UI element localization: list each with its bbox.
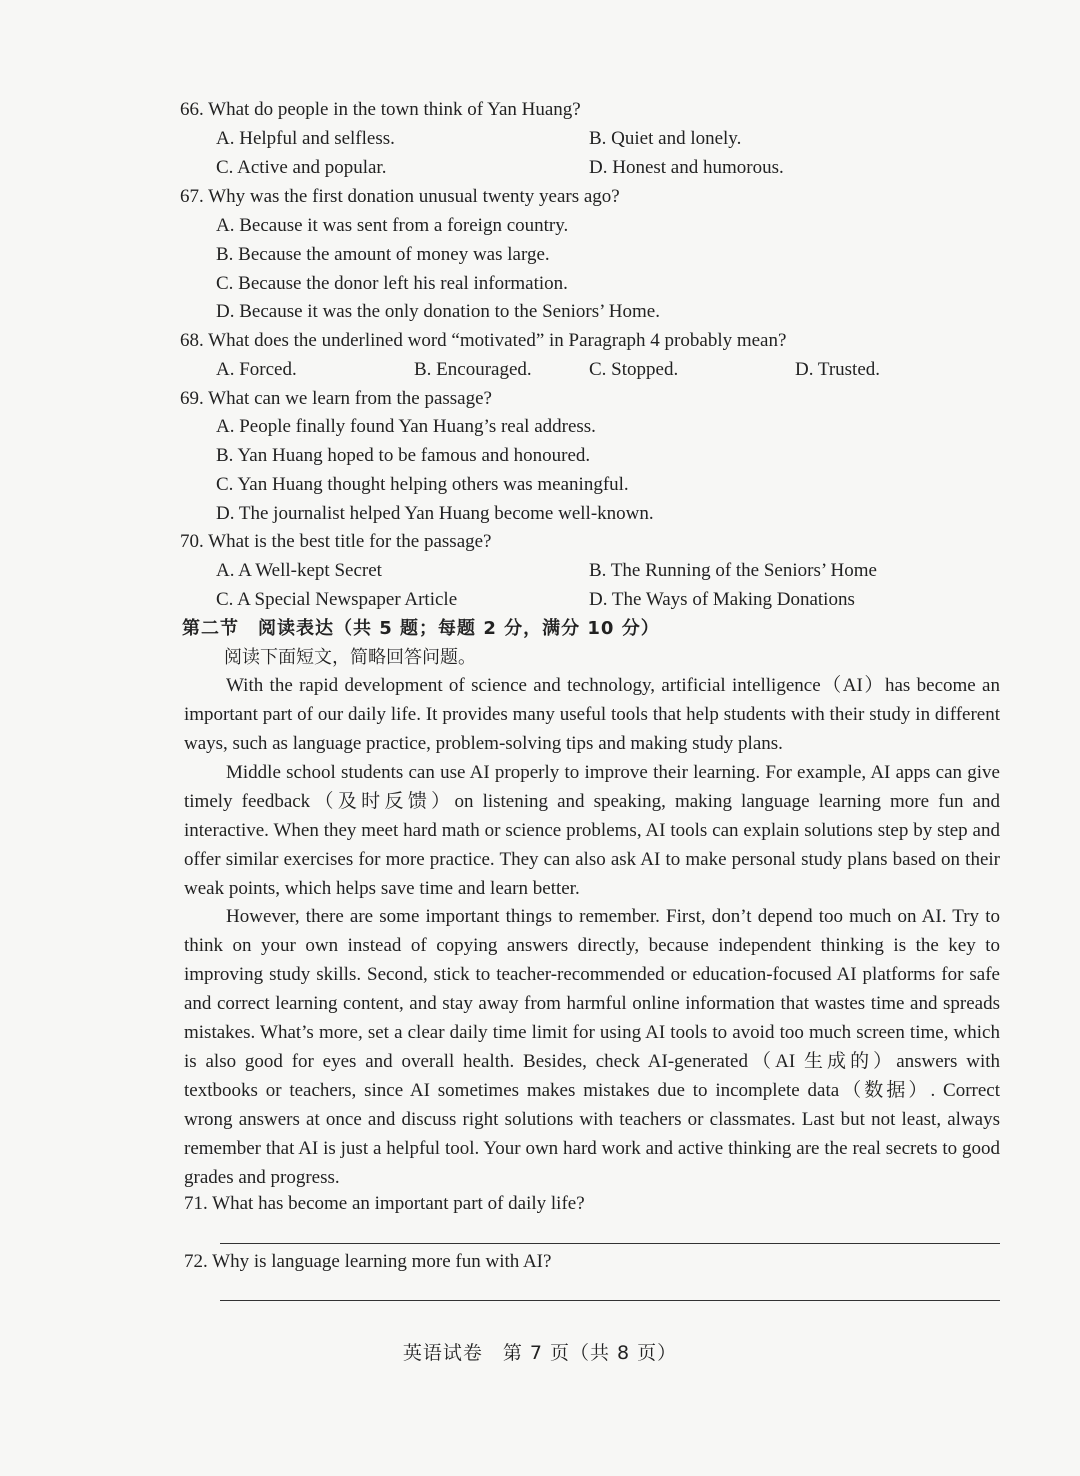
question-number: 69.: [180, 388, 204, 409]
option-70-d: D. The Ways of Making Donations: [589, 589, 855, 610]
section-heading: 第二节 阅读表达（共 5 题；每题 2 分，满分 10 分）: [182, 618, 660, 639]
option-66-d: D. Honest and humorous.: [589, 157, 784, 178]
option-67-a: A. Because it was sent from a foreign country.: [216, 215, 569, 236]
option-68-a: A. Forced.: [216, 359, 297, 380]
option-68-c: C. Stopped.: [589, 359, 679, 380]
question-number: 70.: [180, 531, 204, 552]
question-number: 67.: [180, 186, 204, 207]
question-text: What has become an important part of daily life?: [212, 1193, 585, 1214]
option-66-b: B. Quiet and lonely.: [589, 128, 742, 149]
option-69-c: C. Yan Huang thought helping others was meaningful.: [216, 474, 629, 495]
option-66-a: A. Helpful and selfless.: [216, 128, 395, 149]
question-text: What can we learn from the passage?: [208, 388, 492, 409]
question-number: 71.: [184, 1193, 208, 1214]
section-instruction: 阅读下面短文，简略回答问题。: [224, 647, 476, 668]
question-66: [180, 96, 581, 124]
question-text: What do people in the town think of Yan Huang?: [208, 99, 581, 120]
option-68-d: D. Trusted.: [795, 359, 880, 380]
passage-paragraph-2: Middle school students can use AI properly to improve their learning. For example, AI apps can give timely feedback（及时反馈）on listening and speaking, making language learning more fun and interactive. When they meet hard math or science problems, AI tools can explain solutions step by step and offer similar exercises for more practice. They can also ask AI to make personal study plans based on their weak points, which helps save time and learn better.: [184, 762, 1000, 899]
option-70-a: A. A Well-kept Secret: [216, 560, 382, 581]
option-67-c: C. Because the donor left his real information.: [216, 273, 568, 294]
question-text: Why was the first donation unusual twenty years ago?: [208, 186, 620, 207]
option-69-b: B. Yan Huang hoped to be famous and honoured.: [216, 445, 591, 466]
question-69: [180, 385, 492, 413]
option-69-d: D. The journalist helped Yan Huang become well-known.: [216, 503, 654, 524]
question-number: 66.: [180, 99, 204, 120]
page-footer: 英语试卷 第 7 页（共 8 页）: [402, 1342, 678, 1364]
question-number: 72.: [184, 1251, 208, 1272]
question-70: [180, 528, 492, 556]
question-72: [184, 1248, 551, 1276]
option-66-c: C. Active and popular.: [216, 157, 387, 178]
question-text: What does the underlined word “motivated” in Paragraph 4 probably mean?: [208, 330, 787, 351]
option-67-b: B. Because the amount of money was large.: [216, 244, 550, 265]
question-text: Why is language learning more fun with AI?: [212, 1251, 552, 1272]
passage-paragraph-3: However, there are some important things to remember. First, don’t depend too much on AI. Try to think on your own instead of copying answers directly, because independent thinking is the key to improving study skills. Second, stick to teacher-recommended or education-focused AI platforms for safe and correct learning content, and stay away from harmful online information that wastes time and spreads mistakes. What’s more, set a clear daily time limit for using AI tools to avoid too much screen time, which is also good for eyes and overall health. Besides, check AI-generated（AI 生成的）answers with textbooks or teachers, since AI sometimes makes mistakes due to incomplete data（数据）. Correct wrong answers at once and discuss right solutions with teachers or classmates. Last but not least, always remember that AI is just a helpful tool. Your own hard work and active thinking are the real secrets to good grades and progress.: [184, 906, 1000, 1188]
question-text: What is the best title for the passage?: [208, 531, 492, 552]
answer-line-72[interactable]: [220, 1300, 1000, 1301]
option-69-a: A. People finally found Yan Huang’s real address.: [216, 416, 596, 437]
option-70-b: B. The Running of the Seniors’ Home: [589, 560, 877, 581]
option-70-c: C. A Special Newspaper Article: [216, 589, 458, 610]
question-71: [184, 1190, 585, 1218]
question-68: [180, 327, 786, 355]
question-number: 68.: [180, 330, 204, 351]
question-67: [180, 183, 620, 211]
option-68-b: B. Encouraged.: [414, 359, 532, 380]
passage-paragraph-1: With the rapid development of science and technology, artificial intelligence（AI）has become an important part of our daily life. It provides many useful tools that help students with their study in different ways, such as language practice, problem-solving tips and making study plans.: [184, 675, 1000, 754]
option-67-d: D. Because it was the only donation to the Seniors’ Home.: [216, 301, 660, 322]
answer-line-71[interactable]: [220, 1243, 1000, 1244]
